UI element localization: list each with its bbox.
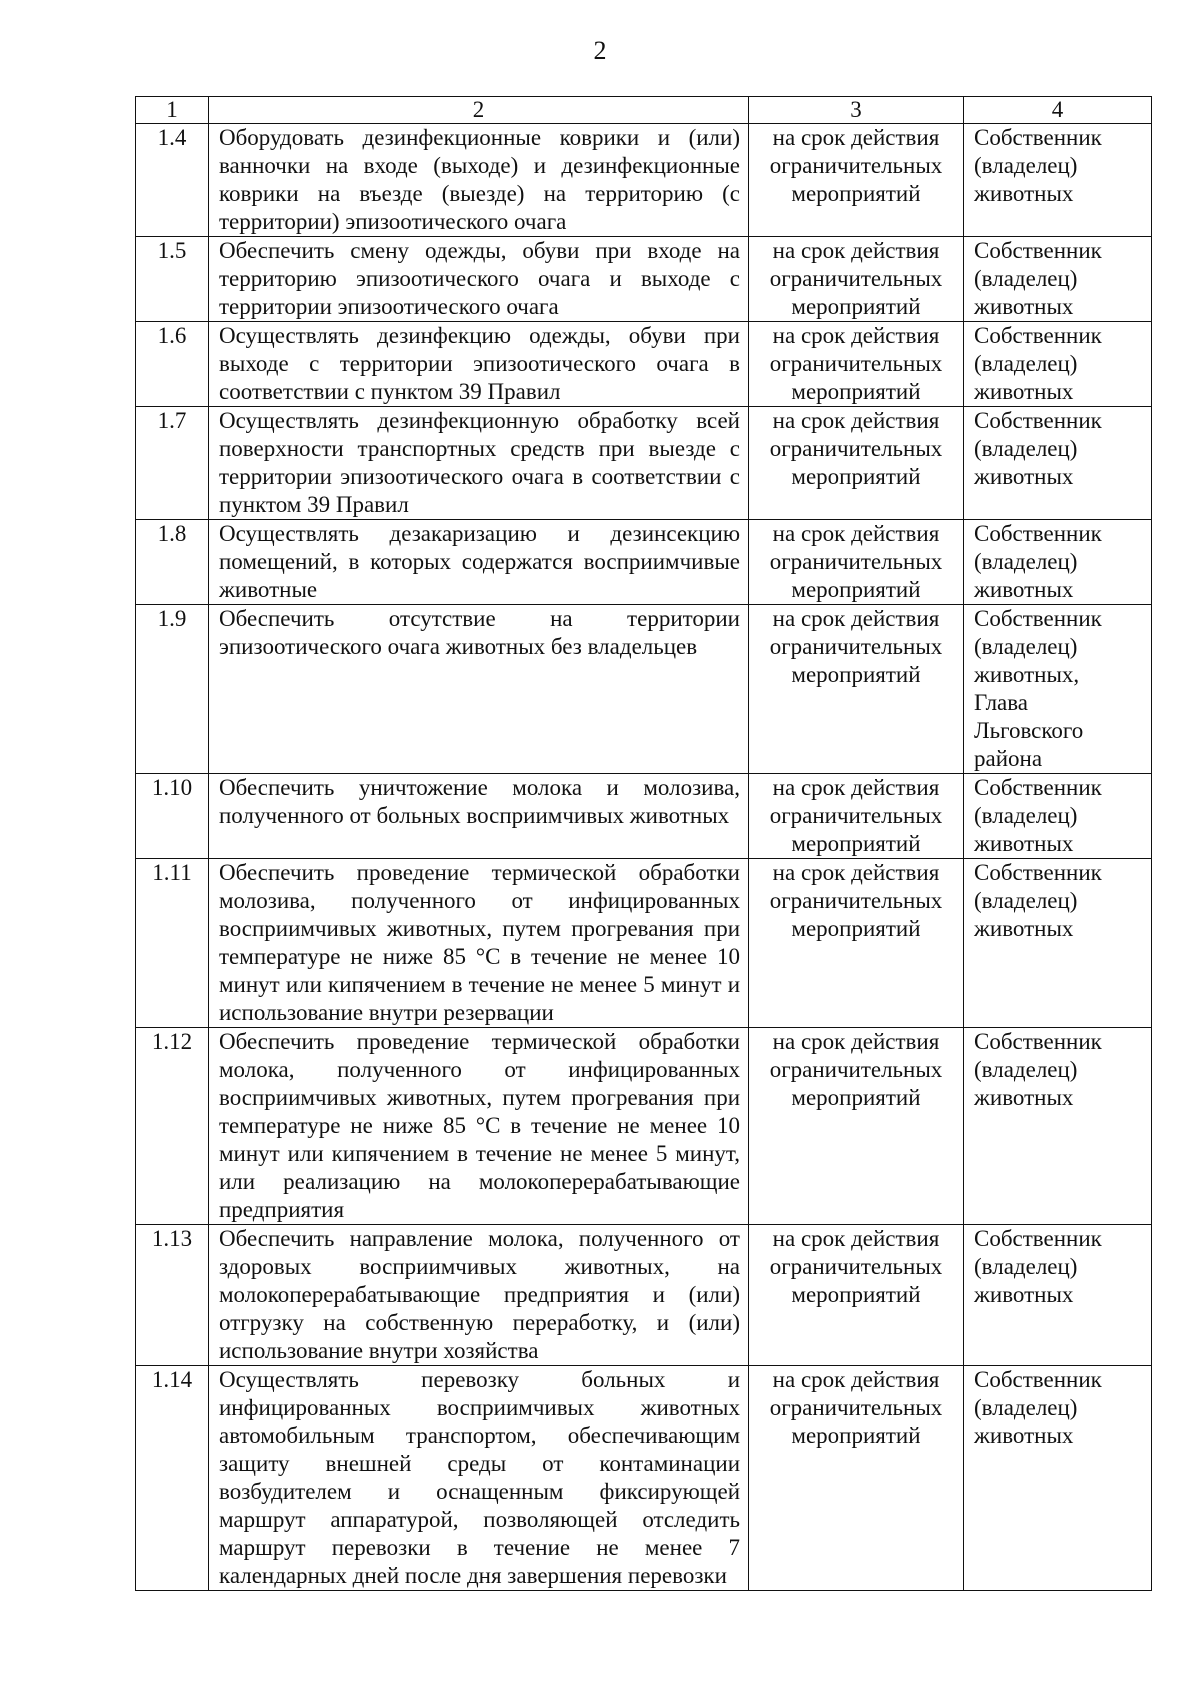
term-text: на срок действия ограничительных мероприятий	[749, 605, 964, 774]
header-cell-2: 2	[209, 97, 749, 124]
responsible-line: (владелец)	[974, 1057, 1078, 1082]
header-cell-3: 3	[749, 97, 964, 124]
responsible-line: животных	[974, 379, 1074, 404]
row-number: 1.11	[136, 859, 209, 1028]
measure-text: Обеспечить проведение термической обработки молока, полученного от инфицированных восприимчивых животных, путем прогревания при температуре не ниже 85 °С в течение не менее 10 минут или кипячением в течение не менее 5 минут, или реализацию на молокоперерабатывающие предприятия	[209, 1028, 749, 1225]
table-row	[136, 1366, 1152, 1591]
responsible-line: животных	[974, 577, 1074, 602]
responsible-line: Собственник	[974, 860, 1102, 885]
responsible-line: Собственник	[974, 775, 1102, 800]
table-row	[136, 322, 1152, 407]
responsible-line: (владелец)	[974, 1254, 1078, 1279]
table-row	[136, 1028, 1152, 1225]
header-cell-1: 1	[136, 97, 209, 124]
measures-table	[135, 96, 1152, 1591]
term-text: на срок действия ограничительных мероприятий	[749, 322, 964, 407]
header-cell-4: 4	[964, 97, 1152, 124]
responsible-cell	[964, 1366, 1152, 1591]
term-text: на срок действия ограничительных мероприятий	[749, 124, 964, 237]
responsible-cell	[964, 124, 1152, 237]
responsible-line: животных	[974, 1085, 1074, 1110]
responsible-cell	[964, 605, 1152, 774]
table-row	[136, 520, 1152, 605]
term-text: на срок действия ограничительных мероприятий	[749, 1366, 964, 1591]
term-text: на срок действия ограничительных мероприятий	[749, 1225, 964, 1366]
row-number: 1.12	[136, 1028, 209, 1225]
row-number: 1.7	[136, 407, 209, 520]
responsible-cell	[964, 322, 1152, 407]
measure-text: Осуществлять дезинфекцию одежды, обуви при выходе с территории эпизоотического очага в соответствии с пунктом 39 Правил	[209, 322, 749, 407]
responsible-cell	[964, 237, 1152, 322]
term-text: на срок действия ограничительных мероприятий	[749, 774, 964, 859]
responsible-line: животных	[974, 1282, 1074, 1307]
responsible-line: Собственник	[974, 1367, 1102, 1392]
measure-text: Обеспечить уничтожение молока и молозива, полученного от больных восприимчивых животных	[209, 774, 749, 859]
responsible-line: Собственник	[974, 323, 1102, 348]
term-text: на срок действия ограничительных мероприятий	[749, 859, 964, 1028]
responsible-line: Собственник	[974, 606, 1102, 631]
row-number: 1.6	[136, 322, 209, 407]
responsible-line: Собственник	[974, 238, 1102, 263]
row-number: 1.4	[136, 124, 209, 237]
measure-text: Обеспечить смену одежды, обуви при входе на территорию эпизоотического очага и выходе с территории эпизоотического очага	[209, 237, 749, 322]
table-row	[136, 124, 1152, 237]
measure-text: Осуществлять дезакаризацию и дезинсекцию помещений, в которых содержатся восприимчивые животные	[209, 520, 749, 605]
term-text: на срок действия ограничительных мероприятий	[749, 237, 964, 322]
term-text: на срок действия ограничительных мероприятий	[749, 1028, 964, 1225]
measure-text: Обеспечить проведение термической обработки молозива, полученного от инфицированных восприимчивых животных, путем прогревания при температуре не ниже 85 °С в течение не менее 10 минут или кипячением в течение не менее 5 минут и использование внутри резервации	[209, 859, 749, 1028]
page-number: 2	[593, 36, 607, 65]
responsible-line: животных	[974, 1423, 1074, 1448]
responsible-line: животных,	[974, 662, 1080, 687]
responsible-line: Собственник	[974, 408, 1102, 433]
responsible-line: животных	[974, 831, 1074, 856]
term-text: на срок действия ограничительных мероприятий	[749, 520, 964, 605]
responsible-cell	[964, 520, 1152, 605]
responsible-line: (владелец)	[974, 1395, 1078, 1420]
responsible-line: животных	[974, 294, 1074, 319]
table-row	[136, 605, 1152, 774]
row-number: 1.13	[136, 1225, 209, 1366]
responsible-line: (владелец)	[974, 803, 1078, 828]
responsible-cell	[964, 1028, 1152, 1225]
measure-text: Оборудовать дезинфекционные коврики и (или) ванночки на входе (выходе) и дезинфекционные коврики на въезде (выезде) на территорию (с территории) эпизоотического очага	[209, 124, 749, 237]
responsible-line: Собственник	[974, 125, 1102, 150]
table-row	[136, 407, 1152, 520]
table-row	[136, 237, 1152, 322]
responsible-line: животных	[974, 916, 1074, 941]
header-row	[136, 97, 1152, 124]
term-text: на срок действия ограничительных мероприятий	[749, 407, 964, 520]
row-number: 1.5	[136, 237, 209, 322]
responsible-line: (владелец)	[974, 266, 1078, 291]
measure-text: Обеспечить отсутствие на территории эпизоотического очага животных без владельцев	[209, 605, 749, 774]
responsible-line: (владелец)	[974, 888, 1078, 913]
responsible-line: (владелец)	[974, 634, 1078, 659]
responsible-line: Льговского	[974, 718, 1084, 743]
responsible-line: (владелец)	[974, 153, 1078, 178]
responsible-line: животных	[974, 181, 1074, 206]
responsible-cell	[964, 407, 1152, 520]
responsible-line: Собственник	[974, 521, 1102, 546]
measure-text: Обеспечить направление молока, полученного от здоровых восприимчивых животных, на молокоперерабатывающие предприятия и (или) отгрузку на собственную переработку, и (или) использование внутри хозяйства	[209, 1225, 749, 1366]
measure-text: Осуществлять дезинфекционную обработку всей поверхности транспортных средств при выезде с территории эпизоотического очага в соответствии с пунктом 39 Правил	[209, 407, 749, 520]
responsible-line: Глава	[974, 690, 1029, 715]
row-number: 1.10	[136, 774, 209, 859]
responsible-line: района	[974, 746, 1043, 771]
table-body	[136, 97, 1152, 1591]
row-number: 1.14	[136, 1366, 209, 1591]
table-row	[136, 1225, 1152, 1366]
responsible-cell	[964, 859, 1152, 1028]
responsible-line: животных	[974, 464, 1074, 489]
responsible-line: Собственник	[974, 1029, 1102, 1054]
responsible-line: (владелец)	[974, 549, 1078, 574]
responsible-cell	[964, 774, 1152, 859]
responsible-cell	[964, 1225, 1152, 1366]
row-number: 1.9	[136, 605, 209, 774]
table-row	[136, 774, 1152, 859]
responsible-line: (владелец)	[974, 436, 1078, 461]
measure-text: Осуществлять перевозку больных и инфицированных восприимчивых животных автомобильным транспортом, обеспечивающим защиту внешней среды от контаминации возбудителем и оснащенным фиксирующей маршрут аппаратурой, позволяющей отследить маршрут перевозки в течение не менее 7 календарных дней после дня завершения перевозки	[209, 1366, 749, 1591]
table-row	[136, 859, 1152, 1028]
responsible-line: (владелец)	[974, 351, 1078, 376]
row-number: 1.8	[136, 520, 209, 605]
responsible-line: Собственник	[974, 1226, 1102, 1251]
